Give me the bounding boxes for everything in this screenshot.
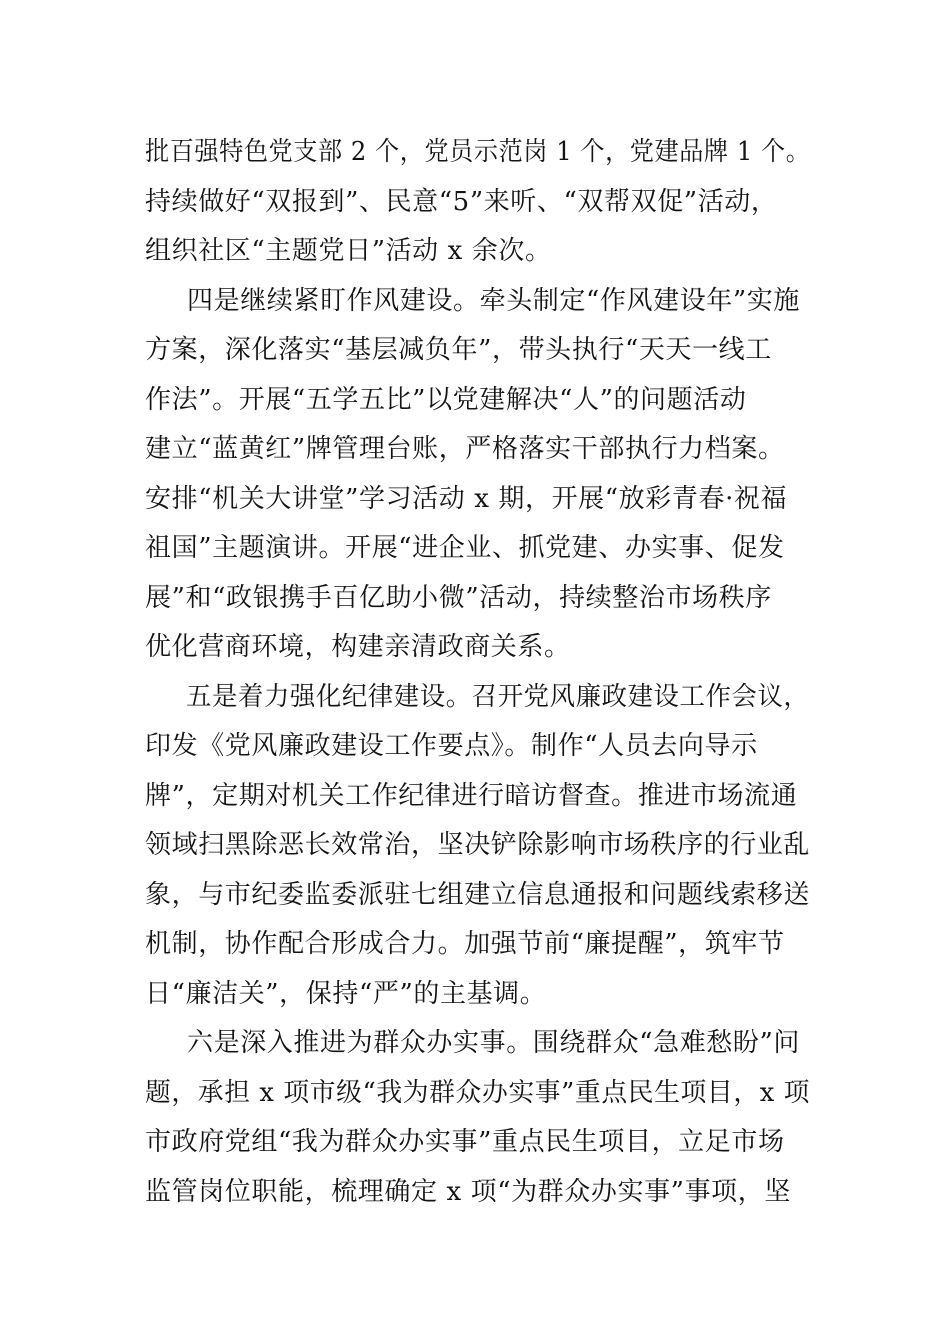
text-line: 题，承担 x 项市级“我为群众办实事”重点民生项目，x 项 <box>145 1077 811 1108</box>
text-line: 机制，协作配合形成合力。加强节前“廉提醒”，筑牢节 <box>145 929 785 959</box>
text-line: 五是着力强化纪律建设。召开党风廉政建设工作会议， <box>186 681 810 712</box>
text-line: 牌”，定期对机关工作纪律进行暗访督查。推进市场流通 <box>145 780 798 811</box>
text-line: 作法”。开展“五学五比”以党建解决“人”的问题活动 <box>145 384 747 415</box>
document-body <box>145 128 810 1217</box>
text-line: 安排“机关大讲堂”学习活动 x 期，开展“放彩青春·祝福 <box>145 483 788 514</box>
text-line: 市政府党组“我为群众办实事”重点民生项目，立足市场 <box>145 1127 785 1157</box>
text-line: 祖国”主题演讲。开展“进企业、抓党建、办实事、促发 <box>145 533 785 563</box>
text-line: 监管岗位职能，梳理确定 x 项“为群众办实事”事项，坚 <box>145 1176 791 1207</box>
text-line: 建立“蓝黄红”牌管理台账，严格落实干部执行力档案。 <box>145 434 785 464</box>
text-line: 优化营商环境，构建亲清政商关系。 <box>145 632 571 662</box>
text-line: 组织社区“主题党日”活动 x 余次。 <box>145 236 552 266</box>
text-line: 六是深入推进为群众办实事。围绕群众“急难愁盼”问 <box>187 1028 800 1058</box>
text-line: 领域扫黑除恶长效常治，坚决铲除影响市场秩序的行业乱 <box>145 830 811 860</box>
text-line: 四是继续紧盯作风建设。牵头制定“作风建设年”实施 <box>187 285 800 316</box>
text-line: 印发《党风廉政建设工作要点》。制作“人员去向导示 <box>145 731 758 761</box>
text-line: 象，与市纪委监委派驻七组建立信息通报和问题线索移送 <box>145 879 811 910</box>
text-line: 持续做好“双报到”、民意“5”来听、“双帮双促”活动， <box>145 186 778 217</box>
paragraph-discipline <box>145 673 810 1020</box>
text-line: 展”和“政银携手百亿助小微”活动，持续整治市场秩序 <box>145 582 772 613</box>
paragraph-continuation <box>145 128 810 277</box>
text-line: 批百强特色党支部 2 个，党员示范岗 1 个，党建品牌 1 个。 <box>145 137 811 167</box>
paragraph-public-service <box>145 1019 810 1217</box>
text-line: 方案，深化落实“基层减负年”，带头执行“天天一线工 <box>145 335 772 365</box>
text-line: 日“廉洁关”，保持“严”的主基调。 <box>145 978 547 1009</box>
paragraph-work-style <box>145 277 810 673</box>
